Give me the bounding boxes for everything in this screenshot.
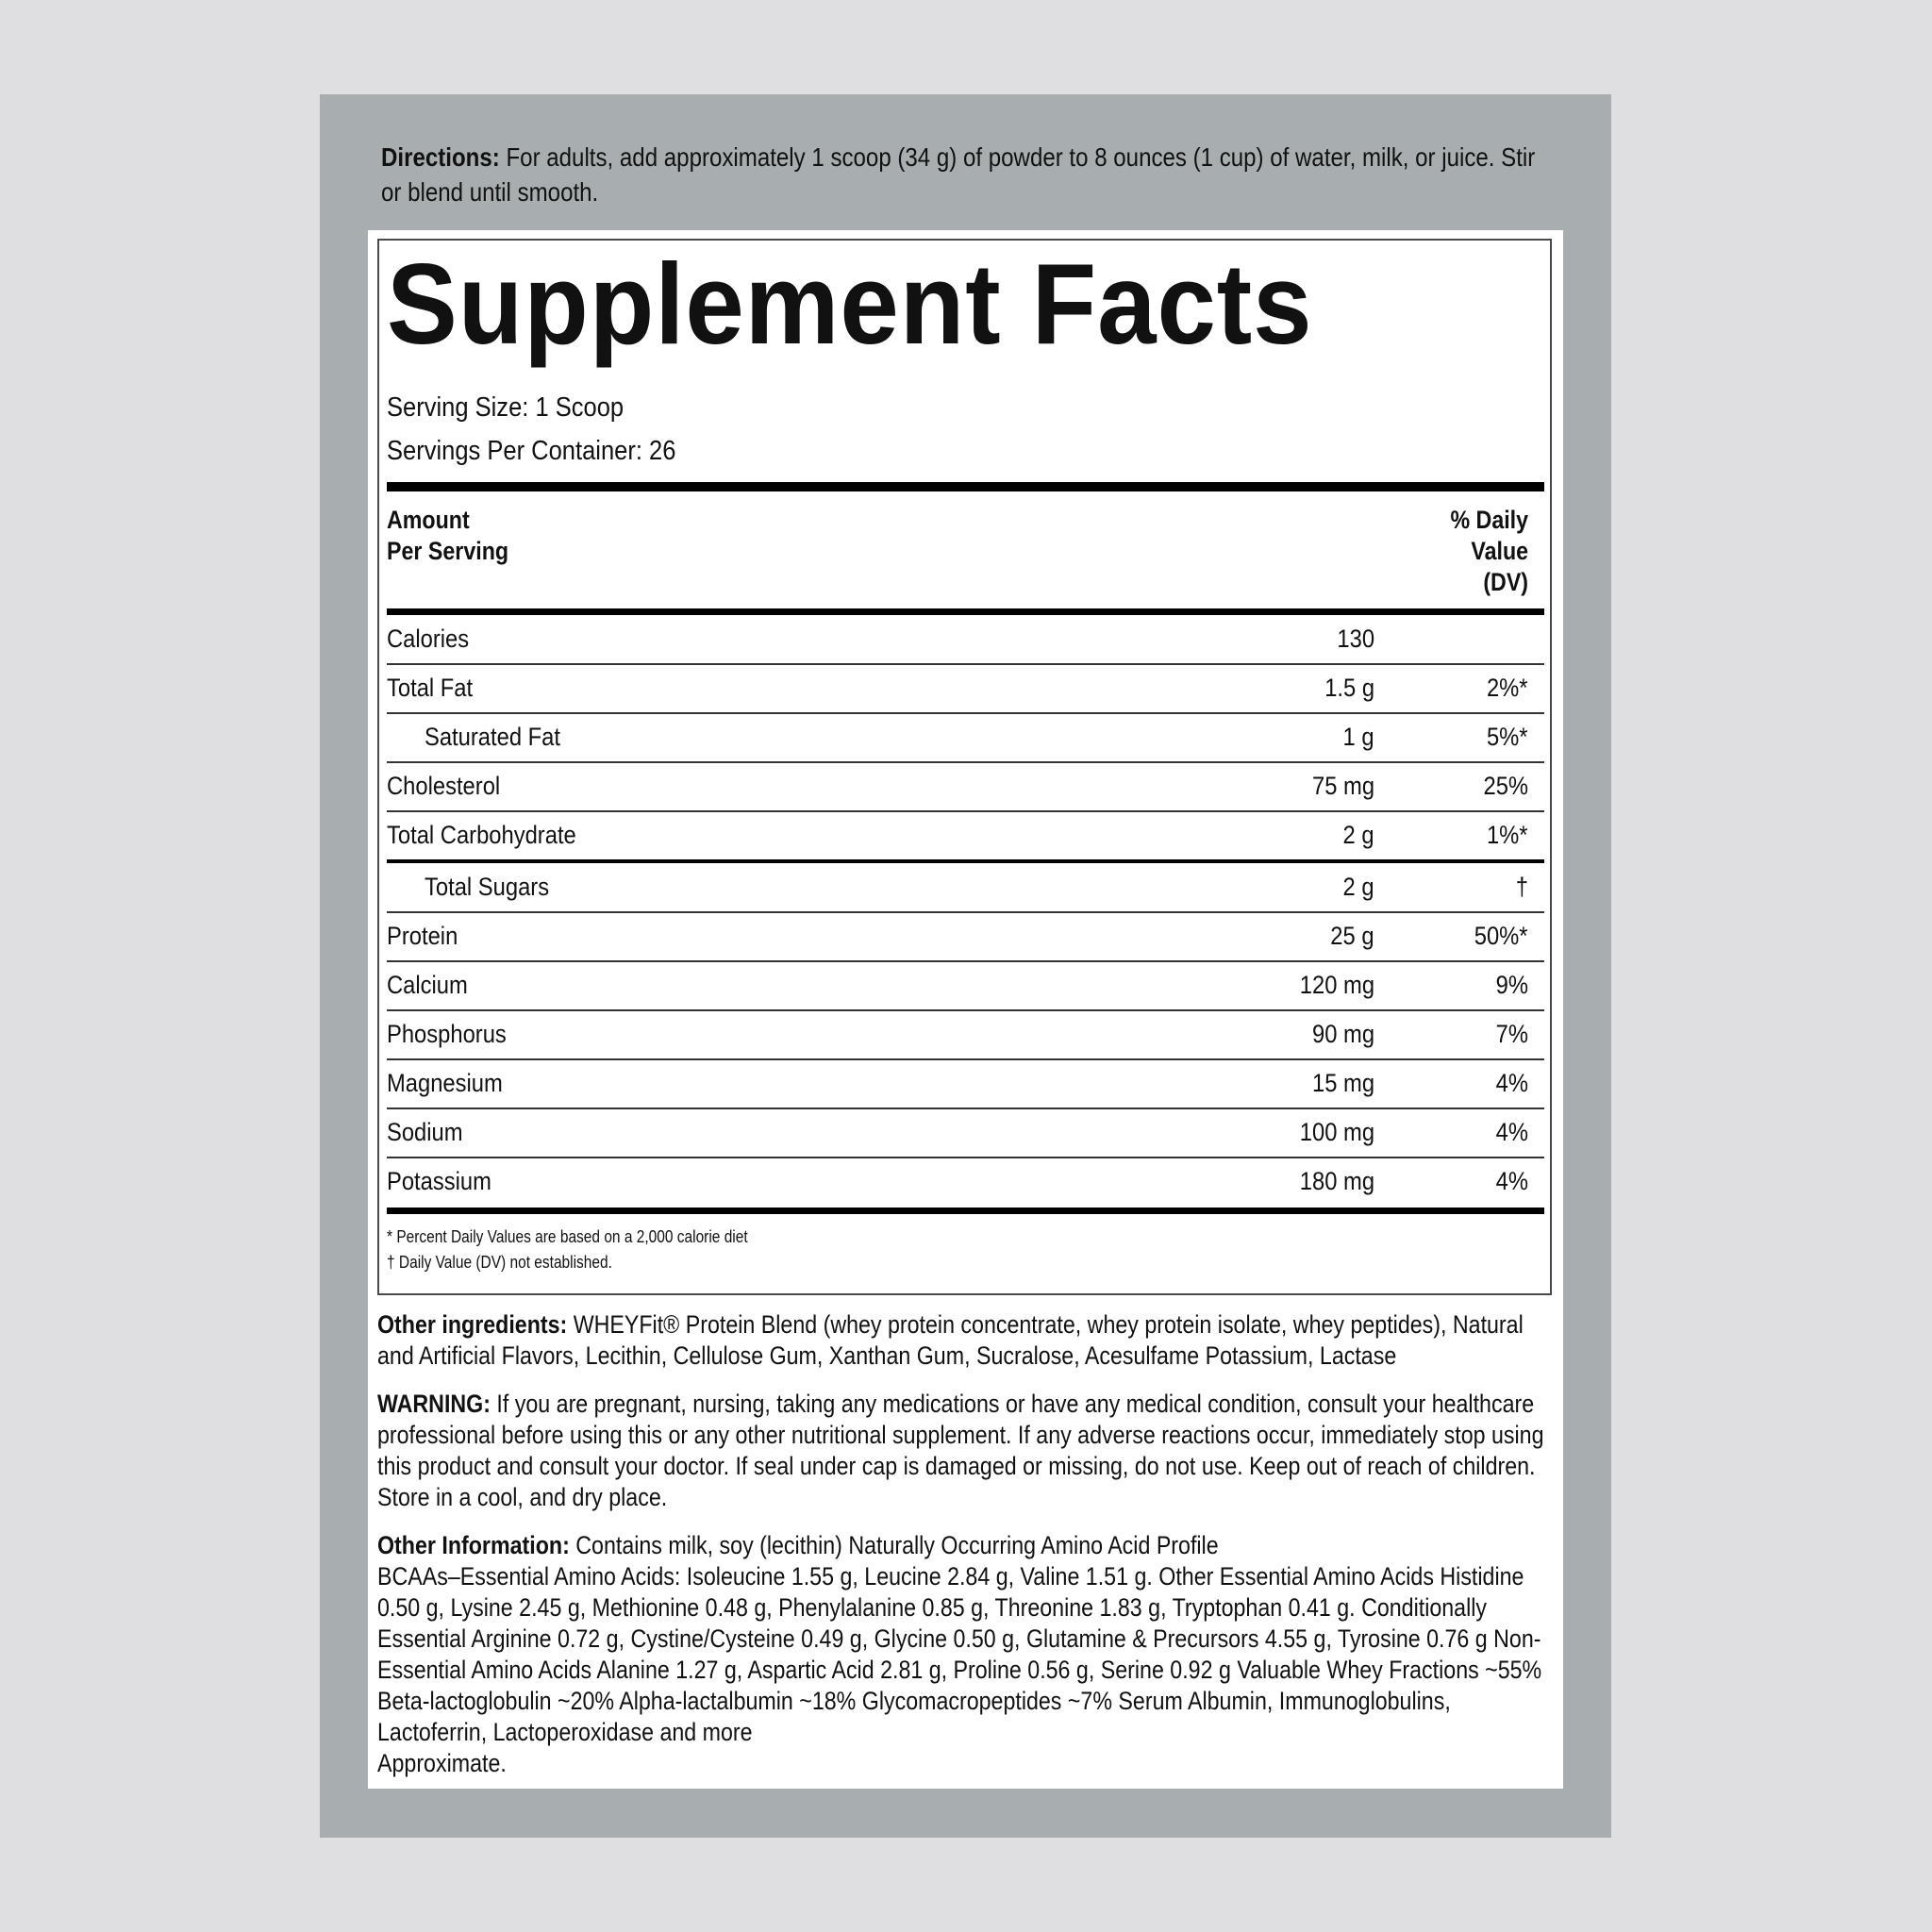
directions-body: For adults, add approximately 1 scoop (34 g) of powder to 8 ounces (1 cup) of water, milk, or juice. Stir or blend until smooth.: [381, 142, 1536, 207]
nutrient-row: [387, 1110, 1544, 1159]
nutrient-name: Saturated Fat: [425, 723, 560, 751]
nutrient-dv: †: [1515, 873, 1528, 901]
nutrient-dv: 50%*: [1474, 922, 1528, 950]
row-divider: [387, 1009, 1544, 1011]
nutrient-amount: 25 g: [1330, 922, 1374, 950]
nutrient-amount: 2 g: [1342, 821, 1374, 849]
directions-text: [381, 140, 1560, 209]
other-ingredients-label: Other ingredients:: [377, 1310, 568, 1339]
nutrient-dv: 2%*: [1487, 674, 1528, 702]
nutrient-name: Cholesterol: [387, 772, 501, 800]
nutrient-amount: 15 mg: [1311, 1069, 1374, 1097]
nutrient-name: Magnesium: [387, 1069, 503, 1097]
warning: [377, 1389, 1566, 1513]
other-information-label: Other Information:: [377, 1531, 570, 1559]
nutrient-name: Total Fat: [387, 674, 474, 702]
nutrient-row: [387, 813, 1544, 862]
nutrient-row: [387, 914, 1544, 963]
warning-text: If you are pregnant, nursing, taking any medications or have any medical condition, consult your healthcare professional before using this or any other nutritional supplement. If any adverse reactions occur, immediately stop using this product and consult your doctor. If seal under cap is damaged or missing, do not use. Keep out of reach of children. Store in a cool, and dry place.: [377, 1390, 1544, 1511]
thick-divider-bottom: [387, 1208, 1544, 1214]
nutrient-row: [387, 963, 1544, 1012]
dv-header-line3: (DV): [1483, 568, 1528, 596]
nutrient-amount: 1.5 g: [1324, 674, 1374, 702]
approximate-note: Approximate.: [377, 1749, 507, 1777]
nutrient-dv: 5%*: [1487, 723, 1528, 751]
nutrient-name: Calcium: [387, 971, 468, 999]
nutrient-amount: 130: [1337, 625, 1374, 653]
nutrient-dv: 4%: [1495, 1069, 1528, 1097]
nutrient-dv: 1%*: [1487, 821, 1528, 849]
nutrient-row: [387, 764, 1544, 813]
thick-divider-top: [387, 482, 1544, 491]
other-ingredients: [377, 1309, 1566, 1372]
row-divider: [387, 1058, 1544, 1060]
row-divider: [387, 1108, 1544, 1109]
serving-size: Serving Size: 1 Scoop: [387, 392, 625, 423]
other-ingredients-text: WHEYFit® Protein Blend (whey protein concentrate, whey protein isolate, whey peptides), Natural and Artificial Flavors, Lecithin, Cellulose Gum, Xanthan Gum, Sucralose, Acesulfame Potassium, Lactase: [377, 1310, 1524, 1370]
amount-header-line1: Amount: [387, 506, 470, 534]
nutrient-row: [387, 617, 1544, 666]
nutrient-amount: 1 g: [1342, 723, 1374, 751]
nutrient-row: [387, 666, 1544, 715]
nutrient-name: Potassium: [387, 1167, 491, 1195]
nutrient-amount: 180 mg: [1299, 1167, 1374, 1195]
directions-label: Directions:: [381, 142, 500, 172]
amount-header-line2: Per Serving: [387, 537, 509, 565]
nutrient-name: Sodium: [387, 1118, 463, 1146]
dv-header-line2: Value: [1471, 537, 1528, 565]
amount-per-serving-header: [387, 505, 508, 567]
row-divider: [387, 712, 1544, 714]
nutrient-dv: 4%: [1495, 1118, 1528, 1146]
servings-per-container: Servings Per Container: 26: [387, 436, 676, 466]
nutrient-row: [387, 865, 1544, 914]
nutrient-dv: 7%: [1495, 1020, 1528, 1048]
nutrient-row: [387, 1159, 1544, 1208]
other-information: [377, 1530, 1566, 1779]
row-divider: [387, 761, 1544, 763]
nutrient-name: Total Carbohydrate: [387, 821, 576, 849]
row-divider: [387, 663, 1544, 665]
nutrient-amount: 120 mg: [1299, 971, 1374, 999]
footnote-percent-dv: * Percent Daily Values are based on a 2,000 calorie diet: [387, 1227, 748, 1246]
dv-header-line1: % Daily: [1450, 506, 1528, 534]
footnote-dv-not-established: † Daily Value (DV) not established.: [387, 1253, 612, 1272]
nutrient-dv: 4%: [1495, 1167, 1528, 1195]
nutrient-dv: 25%: [1483, 772, 1528, 800]
nutrient-row: [387, 1012, 1544, 1061]
nutrient-name: Calories: [387, 625, 470, 653]
row-divider: [387, 911, 1544, 913]
nutrient-name: Total Sugars: [425, 873, 550, 901]
row-divider: [387, 1157, 1544, 1158]
thick-divider-header: [387, 608, 1544, 615]
nutrient-name: Phosphorus: [387, 1020, 507, 1048]
amino-acid-profile: BCAAs–Essential Amino Acids: Isoleucine 1.55 g, Leucine 2.84 g, Valine 1.51 g. Other Essential Amino Acids Histidine 0.50 g, Lysine 2.45 g, Methionine 0.48 g, Phenylalanine 0.85 g, Threonine 1.83 g, Tryptophan 0.41 g. Conditionally Essential Arginine 0.72 g, Cystine/Cysteine 0.49 g, Glycine 0.50 g, Glutamine & Precursors 4.55 g, Tyrosine 0.76 g Non-Essential Amino Acids Alanine 1.27 g, Aspartic Acid 2.81 g, Proline 0.56 g, Serine 0.92 g Valuable Whey Fractions ~55% Beta-lactoglobulin ~20% Alpha-lactalbumin ~18% Glycomacropeptides ~7% Serum Albumin, Immunoglobulins, Lactoferrin, Lactoperoxidase and more: [377, 1562, 1542, 1746]
nutrient-amount: 75 mg: [1311, 772, 1374, 800]
row-divider: [387, 810, 1544, 812]
nutrient-amount: 90 mg: [1311, 1020, 1374, 1048]
nutrient-dv: 9%: [1495, 971, 1528, 999]
warning-label: WARNING:: [377, 1390, 491, 1418]
facts-title: Supplement Facts: [387, 240, 1313, 368]
row-divider: [387, 960, 1544, 962]
daily-value-header: [1450, 505, 1528, 598]
row-divider-thick: [387, 859, 1544, 863]
nutrient-row: [387, 715, 1544, 764]
nutrient-name: Protein: [387, 922, 458, 950]
other-information-text: Contains milk, soy (lecithin) Naturally Occurring Amino Acid Profile: [569, 1531, 1219, 1559]
nutrient-row: [387, 1061, 1544, 1110]
nutrient-amount: 100 mg: [1299, 1118, 1374, 1146]
nutrient-amount: 2 g: [1342, 873, 1374, 901]
